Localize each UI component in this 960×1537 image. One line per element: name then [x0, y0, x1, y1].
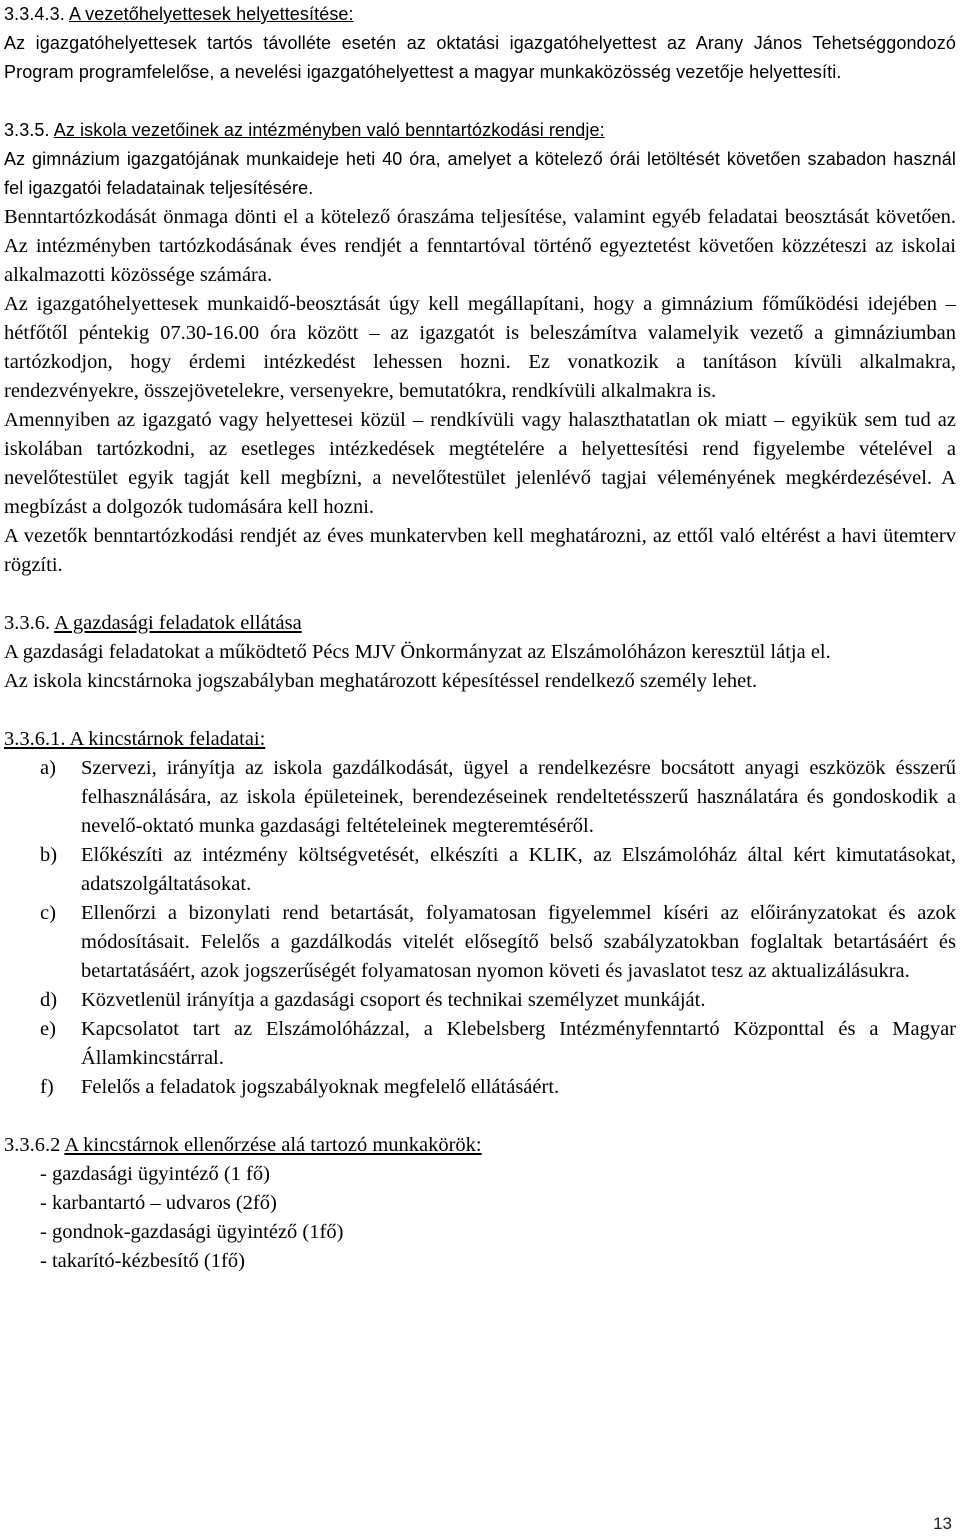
section-title: A gazdasági feladatok ellátása	[54, 612, 302, 634]
section-number: 3.3.6.2	[4, 1134, 65, 1156]
section-3-3-6-2-heading	[4, 1131, 956, 1160]
page-number: 13	[933, 1514, 952, 1533]
section-title: A kincstárnok feladatai:	[65, 728, 266, 750]
list-item-text: Kapcsolatot tart az Elszámolóházzal, a Klebelsberg Intézményfenntartó Központtal és a Magyar Államkincstárral.	[81, 1018, 956, 1069]
paragraph: Az iskola kincstárnoka jogszabályban meghatározott képesítéssel rendelkező személy lehet.	[4, 670, 758, 692]
list-item-text: Közvetlenül irányítja a gazdasági csoport és technikai személyzet munkáját.	[81, 989, 706, 1011]
section-number: 3.3.6.1.	[4, 728, 66, 750]
section-title: Az iskola vezetőinek az intézményben való benntartózkodási rendje:	[53, 120, 605, 140]
role-item: - gazdasági ügyintéző (1 fő)	[40, 1163, 270, 1185]
list-item	[4, 841, 956, 899]
list-item-label: a)	[40, 757, 56, 779]
list-item-label: f)	[40, 1076, 54, 1098]
list-item-text: Felelős a feladatok jogszabályoknak megfelelő ellátásáért.	[81, 1076, 560, 1098]
paragraph: Az igazgatóhelyettesek tartós távolléte esetén az oktatási igazgatóhelyettest az Arany János Tehetséggondozó Program programfelelőse, a nevelési igazgatóhelyettest a magyar munkaközösség vezetője helyettesíti.	[4, 33, 956, 82]
list-item	[4, 986, 956, 1015]
paragraph	[4, 203, 956, 290]
section-title: A vezetőhelyettesek helyettesítése:	[68, 4, 354, 24]
list-item-text: Előkészíti az intézmény költségvetését, elkészíti a KLIK, az Elszámolóház által kért kimutatásokat, adatszolgáltatásokat.	[81, 844, 956, 895]
paragraph-part: Benntartózkodását önmaga dönti el a kötelező óraszáma teljesítése, valamint egyéb feladatai beosztását követően.	[4, 206, 956, 228]
paragraph: Az gimnázium igazgatójának munkaideje heti 40 óra, amelyet a kötelező órái letöltését követően szabadon használ fel igazgatói feladatainak teljesítésére.	[4, 149, 956, 198]
list-item	[4, 1015, 956, 1073]
section-title: A kincstárnok ellenőrzése alá tartozó munkakörök:	[64, 1134, 482, 1156]
duties-list	[4, 754, 956, 1102]
role-item: - gondnok-gazdasági ügyintéző (1fő)	[40, 1221, 344, 1243]
list-item-label: c)	[40, 902, 56, 924]
list-item	[4, 899, 956, 986]
role-item: - takarító-kézbesítő (1fő)	[40, 1250, 245, 1272]
paragraph: Az igazgatóhelyettesek munkaidő-beosztását úgy kell megállapítani, hogy a gimnázium főműködési idejében – hétfőtől péntekig 07.30-16.00 óra között – az igazgatót is beleszámítva valamelyik vezető a gimnáziumban tartózkodjon, hogy érdemi intézkedést lehessen hozni. Ez vonatkozik a tanításon kívüli alkalmakra, rendezvényekre, összejövetelekre, versenyekre, bemutatókra, rendkívüli alkalmakra is.	[4, 293, 956, 402]
section-3-3-6-1-heading	[4, 725, 956, 754]
role-item: - karbantartó – udvaros (2fő)	[40, 1192, 277, 1214]
section-3-3-6-heading	[4, 609, 956, 638]
paragraph-part: Az intézményben tartózkodásának éves rendjét a fenntartóval történő egyeztetést követően közzéteszi az iskolai alkalmazotti közössége számára.	[4, 235, 956, 286]
list-item	[4, 1073, 956, 1102]
document-page	[4, 0, 956, 1276]
list-item-label: b)	[40, 844, 58, 866]
section-3-3-5	[4, 116, 956, 203]
section-number: 3.3.6.	[4, 612, 55, 634]
section-3-3-4-3	[4, 0, 956, 87]
section-number: 3.3.4.3.	[4, 4, 69, 24]
list-item-text: Szervezi, irányítja az iskola gazdálkodását, ügyel a rendelkezésre bocsátott anyagi eszközök ésszerű felhasználására, az iskola épületeinek, berendezéseinek rendeltetésszerű használatára és gondoskodik a nevelő-oktató munka gazdasági feltételeinek megteremtéséről.	[81, 757, 956, 837]
list-item-text: Ellenőrzi a bizonylati rend betartását, folyamatosan figyelemmel kíséri az előirányzatokat és azok módosításait. Felelős a gazdálkodás vitelét elősegítő belső szabályzatokban foglaltak betartásáért és betartatásáért, azok jogszerűségét folyamatosan nyomon követi és javaslatot tesz az aktualizálásukra.	[81, 902, 956, 982]
paragraph: A gazdasági feladatokat a működtető Pécs MJV Önkormányzat az Elszámolóházon keresztül látja el.	[4, 641, 831, 663]
list-item-label: d)	[40, 989, 58, 1011]
section-number: 3.3.5.	[4, 120, 54, 140]
list-item	[4, 754, 956, 841]
section-3-3-5-body	[4, 203, 956, 1276]
list-item-label: e)	[40, 1018, 56, 1040]
paragraph: Amennyiben az igazgató vagy helyettesei közül – rendkívüli vagy halaszthatatlan ok miatt – egyikük sem tud az iskolában tartózkodni, az esetleges intézkedések megtételére a helyettesítési rend figyelembe vételével a nevelőtestület egyik tagját kell megbízni, a nevelőtestület jelenlévő tagjai véleményének megkérdezésével. A megbízást a dolgozók tudomására kell hozni.	[4, 409, 956, 518]
paragraph: A vezetők benntartózkodási rendjét az éves munkatervben kell meghatározni, az ettől való eltérést a havi ütemterv rögzíti.	[4, 525, 956, 576]
